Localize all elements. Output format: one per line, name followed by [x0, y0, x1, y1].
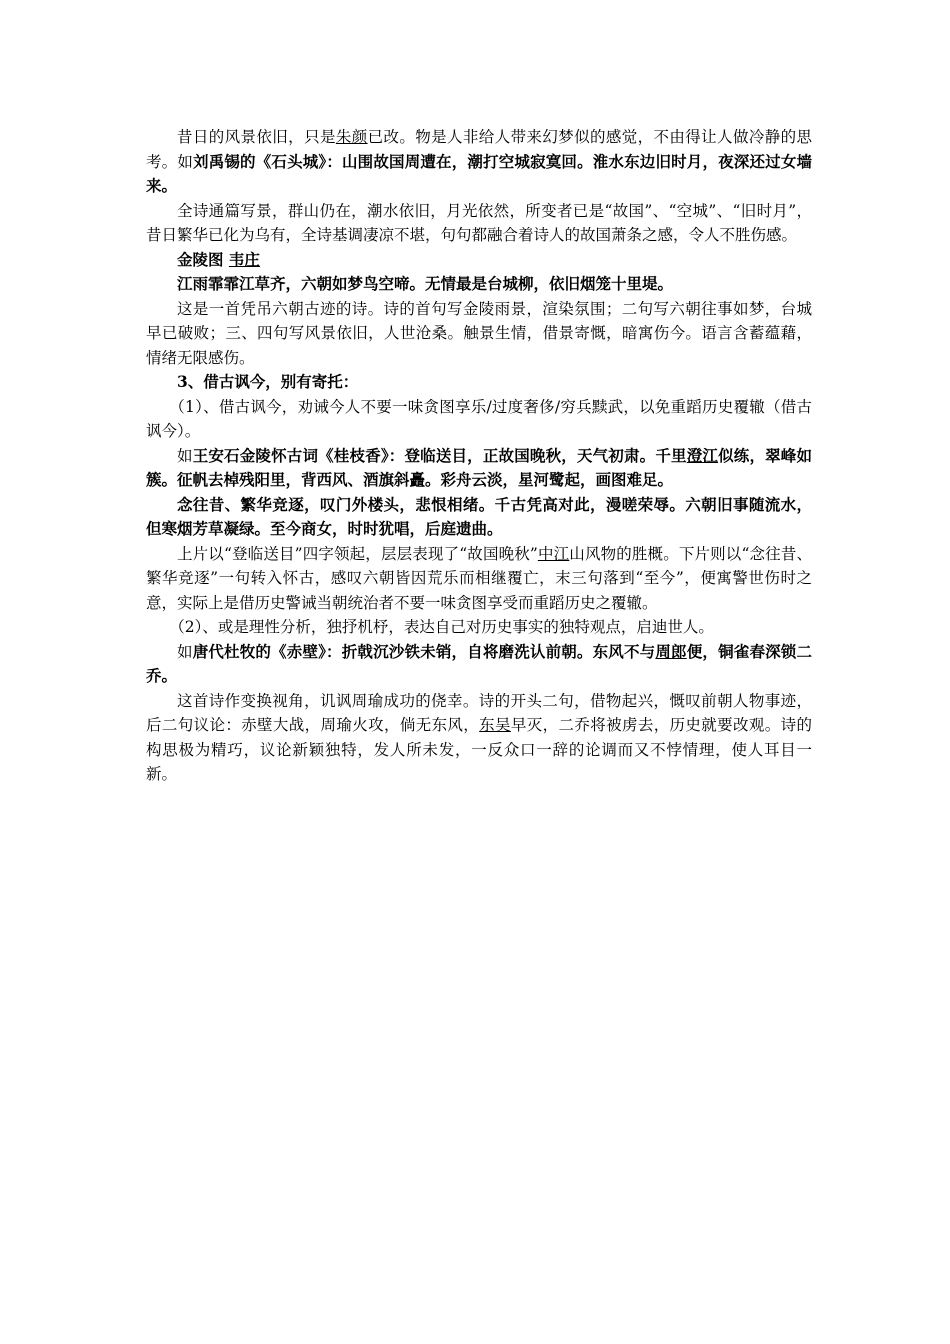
paragraph-analysis-guizhixiang	[146, 542, 812, 616]
poem-author: 韦庄	[228, 249, 260, 269]
paragraph-intro	[146, 125, 812, 199]
underlined-term: 东吴	[479, 716, 511, 734]
text-run: 昔日的风景依旧，只是	[177, 128, 336, 146]
poem-title-jinlingtu	[146, 248, 812, 273]
section-heading-3: 3、借古讽今，别有寄托：	[177, 372, 359, 391]
text-run: 如	[177, 446, 193, 465]
poem-title: 金陵图	[177, 249, 229, 269]
poem-text-guizhixiang-part2: 念往昔、繁华竞逐，叹门外楼头，悲恨相绪。千古凭高对此，漫嗟荣辱。六朝旧事随流水，但寒烟芳草凝绿。至今商女，时时犹唱，后庭遗曲。	[146, 494, 812, 538]
paragraph-point-1: （1）、借古讽今，劝诫今人不要一味贪图享乐/过度奢侈/穷兵黩武，以免重蹈历史覆辙（借古讽今）。	[146, 397, 812, 440]
poem-quote-chibi: 唐代杜牧的《赤壁》：折戟沉沙铁未销，自将磨洗认前朝。东风不与	[192, 641, 656, 661]
paragraph-point-2: （2）、或是理性分析，独抒机杼，表达自己对历史事实的独特观点，启迪世人。	[169, 618, 714, 636]
underlined-term: 中江	[537, 544, 570, 563]
poem-quote-shitoucheng: 刘禹锡的《石头城》：山围故国周遭在，潮打空城寂寞回。淮水东边旧时月，夜深还过女墙来。	[146, 151, 812, 195]
paragraph-analysis-chibi	[146, 689, 812, 787]
poem-quote-guizhixiang: 王安石金陵怀古词《桂枝香》：登临送目，正故国晚秋，天气初肃。千里	[192, 445, 687, 465]
underlined-term: 周郎	[655, 641, 687, 661]
paragraph-analysis-shitoucheng: 全诗通篇写景，群山仍在，潮水依旧，月光依然，所变者已是“故国”、“空城”、“旧时月”，昔日繁华已化为乌有，全诗基调凄凉不堪，句句都融合着诗人的故国萧条之感，令人不胜伤感。	[146, 201, 812, 244]
paragraph-example-guizhixiang	[146, 444, 812, 493]
paragraph-analysis-jinlingtu: 这是一首凭吊六朝古迹的诗。诗的首句写金陵雨景，渲染氛围；二句写六朝往事如梦，台城早已破败；三、四句写风景依旧，人世沧桑。触景生情，借景寄慨，暗寓伤今。语言含蓄蕴藉，情绪无限感伤。	[146, 299, 812, 367]
poem-text-jinlingtu: 江雨霏霏江草齐，六朝如梦鸟空啼。无情最是台城柳，依旧烟笼十里堤。	[177, 274, 674, 293]
text-run: 早灭，二乔将被虏去，历史就要改观。诗的构思极为精巧，议论新颖独特，发人所未发，一反众口一辞的论调而又不悖情理，使人耳目一新。	[146, 716, 812, 783]
text-run: 这首诗作变换视角，讥讽周瑜成功的侥幸。诗的开头二句，借物起兴，慨叹前朝人物事迹，后二句议论：赤壁大战，周瑜火攻，倘无东风，	[146, 691, 812, 734]
underlined-term: 澄江	[686, 445, 719, 465]
poem-quote-guizhixiang-cont: 似练，翠峰如簇。征帆去棹残阳里，背西风、酒旗斜矗。彩舟云淡，星河鹭起，画图难足。	[146, 445, 812, 489]
underlined-term: 朱颜	[335, 128, 368, 146]
paragraph-example-chibi	[146, 640, 812, 689]
document-page	[146, 125, 812, 787]
text-run: 山风物的胜概。下片则以“念往昔、繁华竞逐”一句转入怀古，感叹六朝皆因荒乐而相继覆亡，末三句落到“至今”，便寓警世伤时之意，实际上是借历史警诫当朝统治者不要一味贪图享受而重蹈历史之覆辙。	[146, 544, 812, 612]
text-run: 如	[177, 642, 193, 661]
poem-quote-chibi-cont: 便，铜雀春深锁二乔。	[146, 641, 812, 685]
text-run: 已改。物是人非给人带来幻梦似的感觉，不由得让人做冷静的思考。如	[146, 128, 812, 171]
text-run: 上片以“登临送目”四字领起，层层表现了“故国晚秋”	[177, 544, 538, 563]
